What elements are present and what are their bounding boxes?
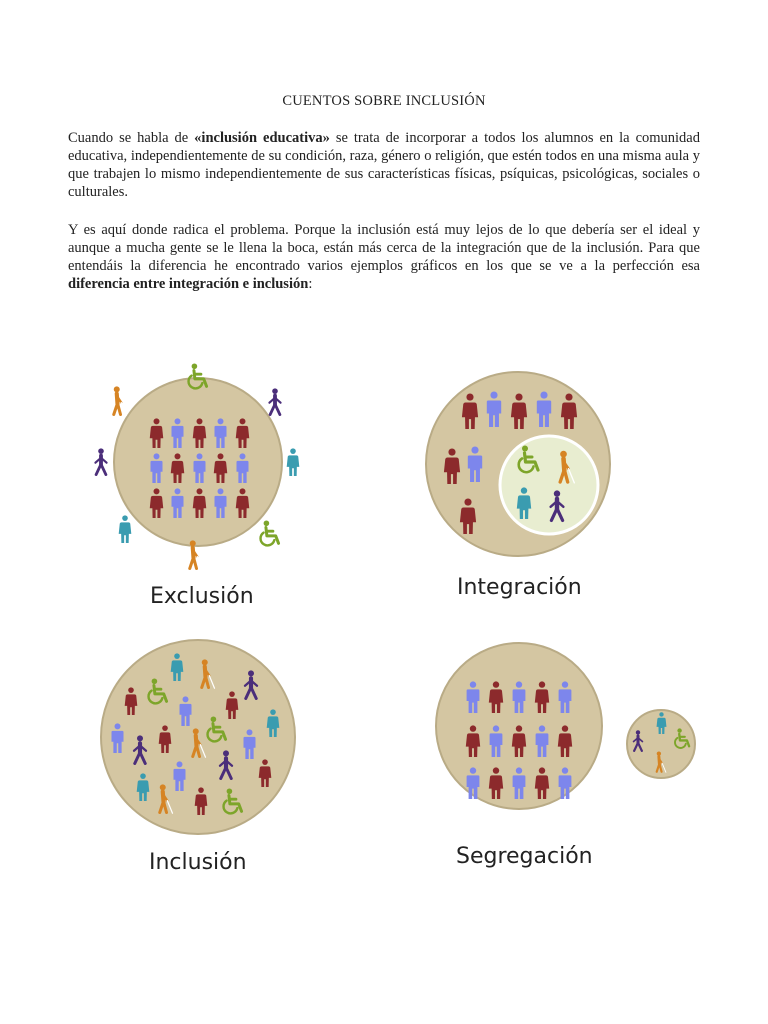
person-icon (95, 448, 106, 474)
person-icon (269, 388, 280, 414)
person-icon (119, 515, 132, 543)
paragraph-text: Cuando se habla de (68, 130, 195, 146)
integration-group (426, 372, 610, 600)
person-icon (287, 448, 300, 476)
paragraph-text: : (308, 276, 313, 292)
bold-term: diferencia entre integración e inclusión (68, 276, 309, 292)
caption-integration: Integración (457, 575, 582, 600)
integration-inner-circle (500, 436, 598, 534)
paragraph-text: se trata de incorporar a todos los alumnos en la comunidad educativa, independientemente de su condición, raza, género o religión, que estén todos en una misma aula y que trabajen lo mismo independientemente de sus características físicas, psíquicas, psicológicas, sociales o culturales. (68, 130, 700, 200)
wheelchair-icon (261, 520, 279, 545)
blind-person-icon (114, 386, 127, 415)
segregation-group (436, 643, 695, 869)
exclusion-group (95, 363, 299, 609)
inclusion-group (101, 640, 295, 875)
page-title: CUENTOS SOBRE INCLUSIÓN (282, 93, 486, 109)
bold-term: «inclusión educativa» (194, 130, 330, 146)
caption-inclusion: Inclusión (149, 850, 247, 875)
caption-segregation: Segregación (456, 844, 593, 869)
paragraph-text: Y es aquí donde radica el problema. Porque la inclusión está muy lejos de lo que debería ser el ideal y aunque a mucha gente se le llena la boca, están más cerca de la integración que de la inclusión. Para que entendáis la diferencia he encontrado varios ejemplos gráficos en los que se ve a la perfección esa (68, 222, 700, 274)
caption-exclusion: Exclusión (150, 584, 254, 609)
